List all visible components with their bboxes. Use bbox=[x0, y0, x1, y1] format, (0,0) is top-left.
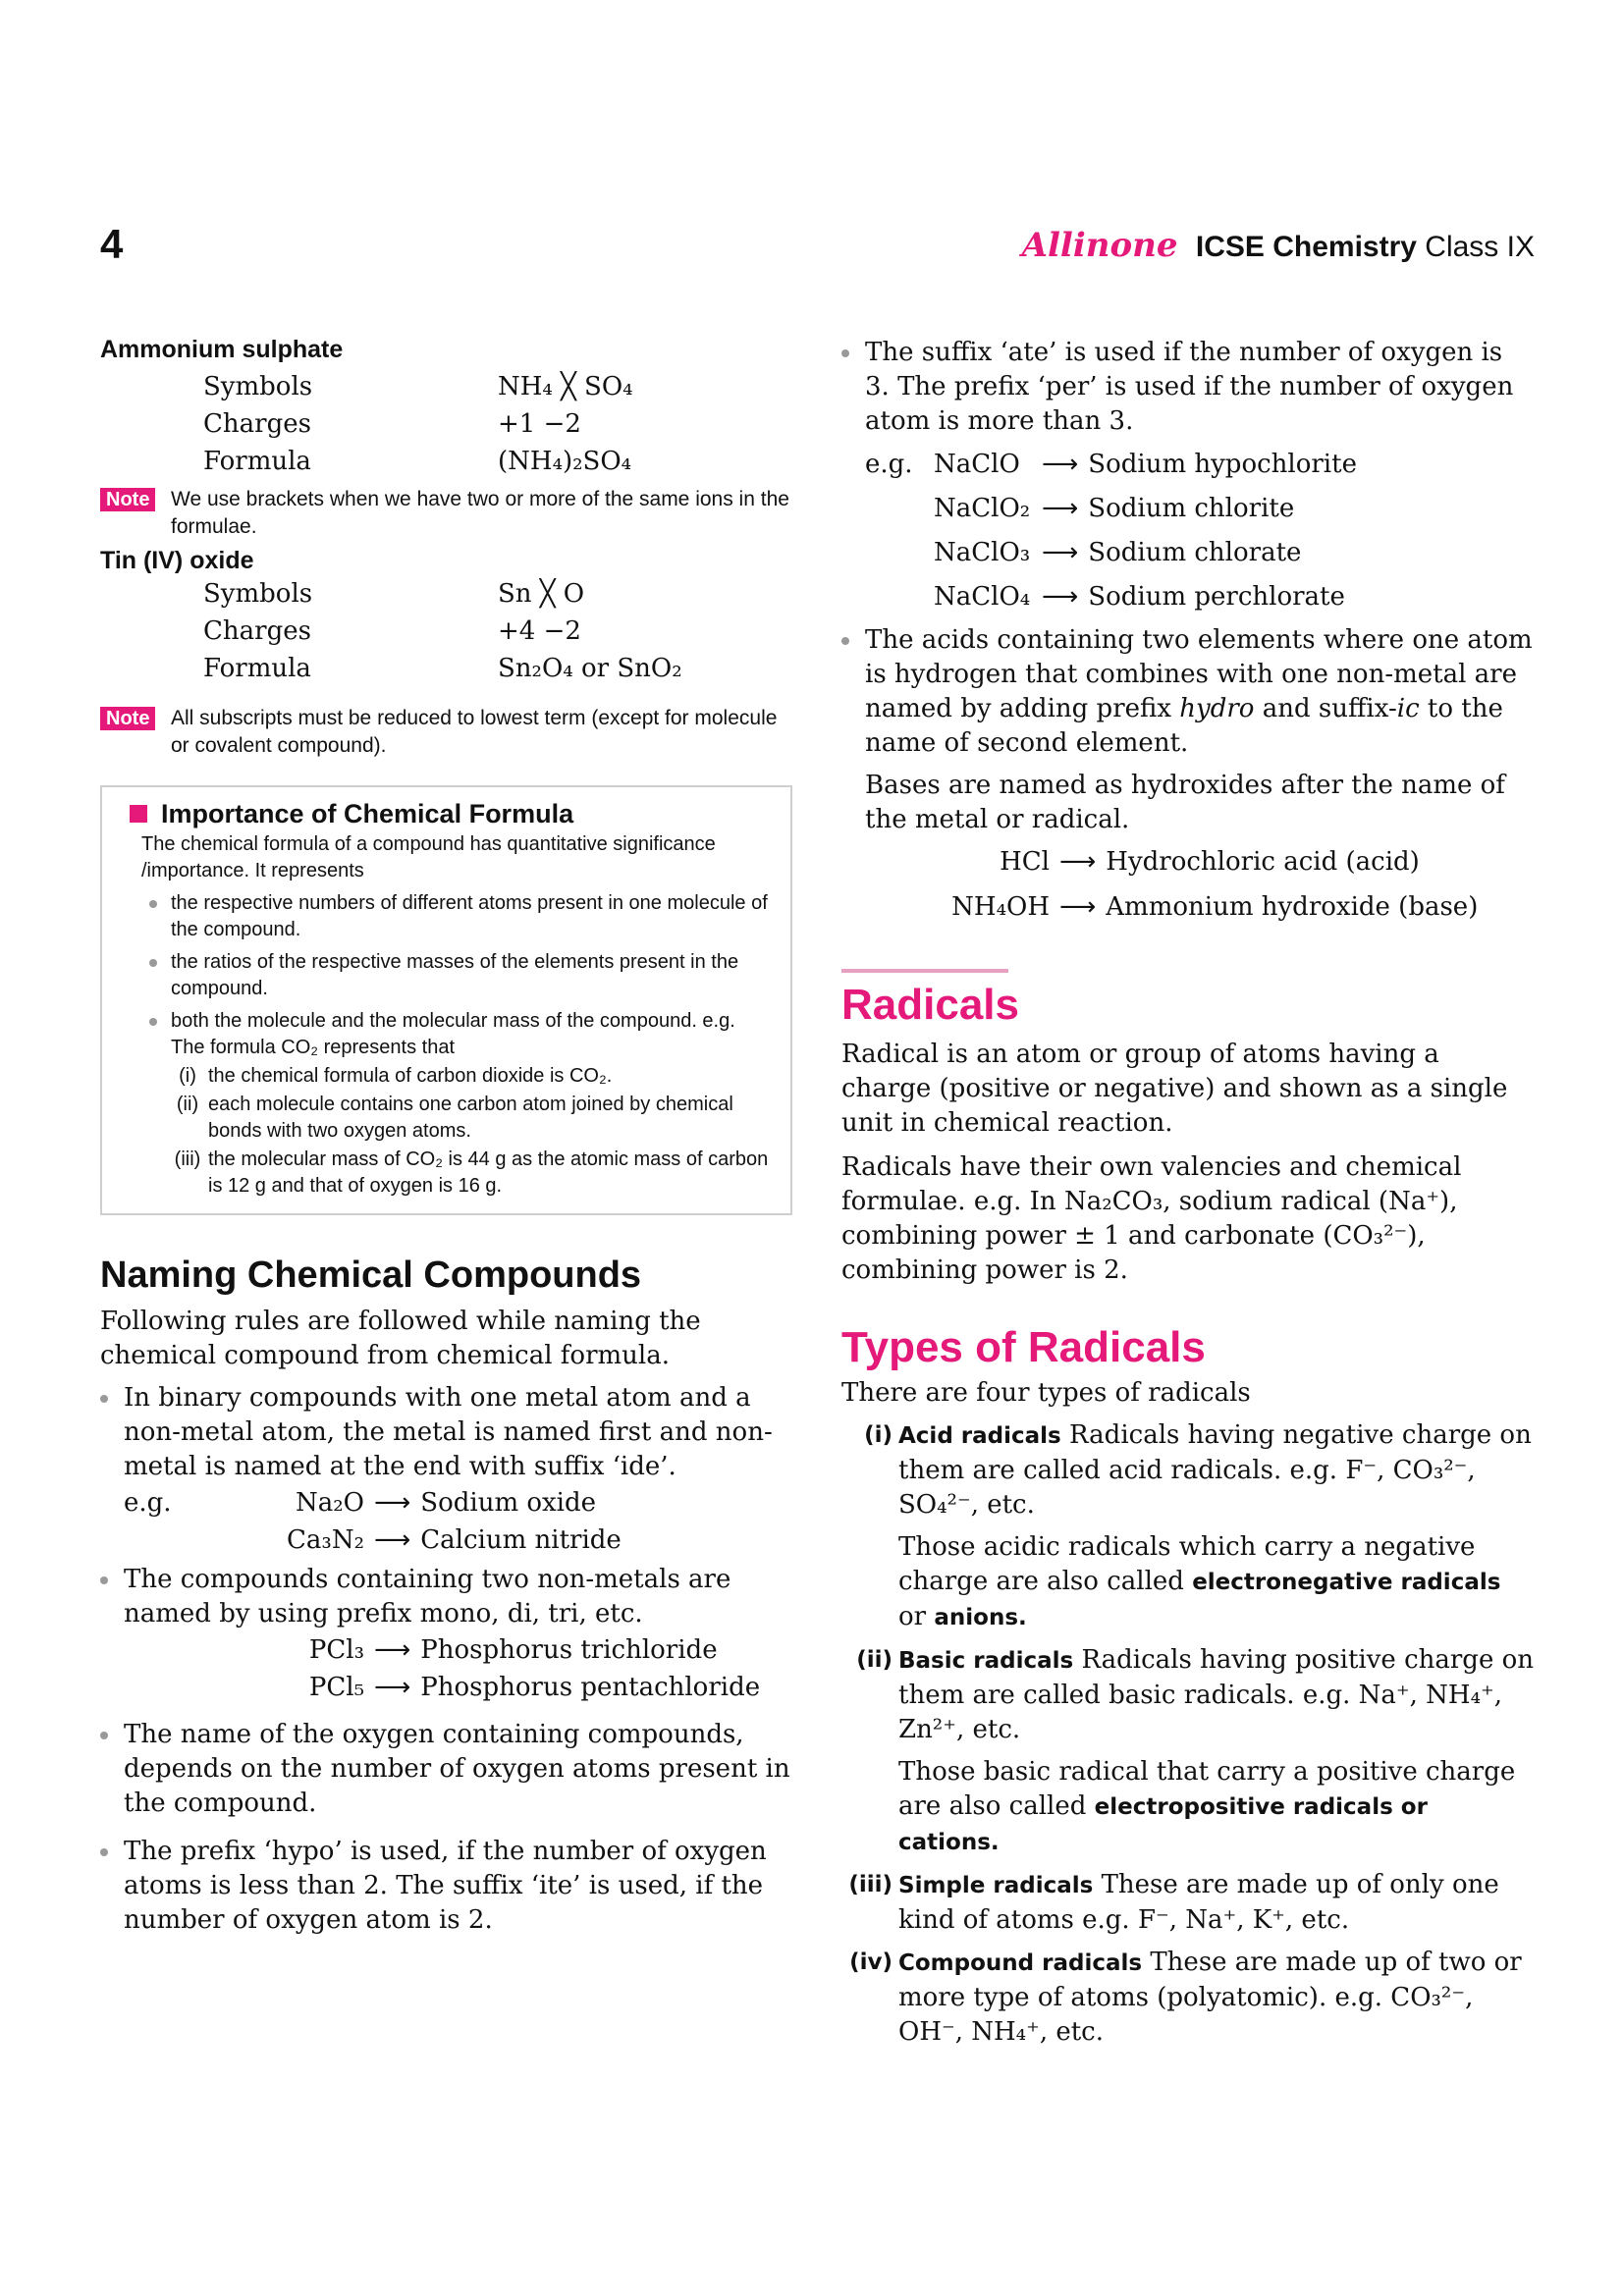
radical-type-item bbox=[841, 1868, 1534, 1938]
example-row bbox=[865, 443, 1534, 487]
radical-type-item bbox=[841, 1643, 1534, 1860]
formula: NaClO₃ bbox=[934, 538, 1031, 567]
box-title-text: Importance of Chemical Formula bbox=[161, 799, 574, 828]
title-rest: Class IX bbox=[1425, 231, 1535, 263]
row-label: Symbols bbox=[203, 372, 313, 401]
example-block bbox=[100, 1484, 792, 1559]
eg-label: e.g. bbox=[865, 450, 913, 479]
naming-bullet bbox=[841, 623, 1534, 761]
radical-type-item bbox=[841, 1946, 1534, 2050]
tin-row bbox=[100, 650, 792, 687]
radicals-heading: Radicals bbox=[841, 981, 1019, 1029]
row-value: Sn ╳ O bbox=[498, 579, 585, 609]
types-intro: There are four types of radicals bbox=[841, 1378, 1251, 1408]
row-label: Formula bbox=[203, 654, 311, 683]
text-part: to the name of second element. bbox=[865, 694, 1503, 758]
item-text: Radicals having negative charge on them are called acid radicals. e.g. F⁻, CO₃²⁻, SO₄²⁻, etc. bbox=[898, 1420, 1532, 1520]
arrow-icon: ⟶ bbox=[374, 1635, 411, 1665]
example-block bbox=[100, 1631, 792, 1706]
box-bullet: the respective numbers of different atoms present in one molecule of the compound. bbox=[141, 890, 769, 943]
compound-name: Phosphorus pentachloride bbox=[420, 1673, 761, 1702]
naming-intro: Following rules are followed while naming the chemical compound from chemical formula. bbox=[100, 1307, 701, 1370]
text-part: Those basic radical that carry a positive charge are also called bbox=[898, 1757, 1516, 1821]
row-value: NH₄ ╳ SO₄ bbox=[498, 372, 633, 401]
row-value: (NH₄)₂SO₄ bbox=[498, 447, 632, 476]
row-label: Charges bbox=[203, 616, 311, 646]
note-tag: Note bbox=[100, 707, 155, 730]
row-label: Formula bbox=[203, 447, 311, 476]
item-number: (iii) bbox=[848, 1872, 893, 1897]
note-tag: Note bbox=[100, 488, 155, 511]
compound-name: Calcium nitride bbox=[420, 1525, 622, 1555]
formula: Na₂O bbox=[296, 1488, 364, 1518]
compound-name: Ammonium hydroxide (base) bbox=[1106, 892, 1479, 922]
item-number: (iv) bbox=[849, 1949, 893, 1975]
bold-part: electropositive radicals or cations. bbox=[898, 1794, 1428, 1855]
box-bullet: both the molecule and the molecular mass of the compound. e.g. The formula CO₂ represents that bbox=[141, 1008, 769, 1061]
radical-type-item bbox=[841, 1418, 1534, 1635]
tin-heading: Tin (IV) oxide bbox=[100, 547, 254, 574]
square-bullet-icon bbox=[130, 805, 147, 823]
item-text: These are made up of only one kind of atoms e.g. F⁻, Na⁺, K⁺, etc. bbox=[898, 1870, 1499, 1935]
naming-bullet: In binary compounds with one metal atom and a non-metal atom, the metal is named first and non-metal is named at the end with suffix ‘ide’. bbox=[100, 1381, 792, 1484]
compound-name: Phosphorus trichloride bbox=[420, 1635, 718, 1665]
row-label: Charges bbox=[203, 409, 311, 439]
box-title bbox=[130, 801, 769, 828]
formula: NaClO₂ bbox=[934, 494, 1031, 523]
compound-name: Hydrochloric acid (acid) bbox=[1106, 847, 1420, 877]
item-bold: Acid radicals bbox=[898, 1423, 1061, 1449]
radicals-p2: Radicals have their own valencies and chemical formulae. e.g. In Na₂CO₃, sodium radical (Na⁺), combining power ± 1 and carbonate (CO₃²⁻), combining power is 2. bbox=[841, 1152, 1462, 1285]
italic-ic: ic bbox=[1396, 694, 1420, 723]
example-row bbox=[865, 531, 1534, 575]
ammonium-row bbox=[100, 368, 792, 405]
note-text: We use brackets when we have two or more of the same ions in the formulae. bbox=[171, 488, 789, 538]
sub-text: each molecule contains one carbon atom joined by chemical bonds with two oxygen atoms. bbox=[208, 1094, 733, 1142]
example-row bbox=[841, 839, 1534, 884]
formula: NaClO bbox=[934, 450, 1020, 479]
item-number: (ii) bbox=[856, 1647, 893, 1673]
right-column bbox=[841, 336, 1534, 2050]
arrow-icon: ⟶ bbox=[1059, 892, 1097, 922]
naming-bullet: The suffix ‘ate’ is used if the number of oxygen is 3. The prefix ‘per’ is used if the number of oxygen atom is more than 3. bbox=[841, 336, 1534, 439]
example-row bbox=[124, 1484, 792, 1522]
compound-name: Sodium oxide bbox=[420, 1488, 597, 1518]
example-row bbox=[865, 575, 1534, 619]
bold-part: anions. bbox=[934, 1605, 1027, 1630]
sub-number: (i) bbox=[179, 1065, 196, 1087]
ammonium-table bbox=[100, 368, 792, 480]
row-label: Symbols bbox=[203, 579, 313, 609]
note-text: All subscripts must be reduced to lowest term (except for molecule or covalent compound). bbox=[171, 707, 778, 757]
eg-label: e.g. bbox=[124, 1488, 172, 1518]
compound-name: Sodium chlorate bbox=[1088, 538, 1302, 567]
sub-number: (iii) bbox=[174, 1148, 201, 1170]
text-part: Those acidic radicals which carry a negative charge are also called bbox=[898, 1532, 1476, 1596]
ammonium-heading: Ammonium sulphate bbox=[100, 336, 344, 363]
ammonium-row bbox=[100, 443, 792, 480]
example-row bbox=[865, 487, 1534, 531]
radicals-p1: Radical is an atom or group of atoms having a charge (positive or negative) and shown as a single unit in chemical reaction. bbox=[841, 1040, 1508, 1138]
tin-row bbox=[100, 575, 792, 613]
example-row bbox=[124, 1631, 792, 1669]
arrow-icon: ⟶ bbox=[1042, 582, 1079, 612]
left-column bbox=[100, 336, 792, 1938]
brand-logo: Allinone bbox=[1021, 226, 1178, 265]
ammonium-row bbox=[100, 405, 792, 443]
arrow-icon: ⟶ bbox=[1042, 538, 1079, 567]
arrow-icon: ⟶ bbox=[374, 1525, 411, 1555]
example-row bbox=[124, 1669, 792, 1706]
formula: NH₄OH bbox=[951, 892, 1050, 922]
page-number: 4 bbox=[100, 221, 124, 267]
compound-name: Sodium chlorite bbox=[1088, 494, 1295, 523]
text-part: and suffix- bbox=[1254, 694, 1397, 723]
note-brackets bbox=[100, 486, 792, 541]
bases-text: Bases are named as hydroxides after the name of the metal or radical. bbox=[865, 771, 1505, 834]
title-bold: ICSE Chemistry bbox=[1195, 231, 1417, 263]
arrow-icon: ⟶ bbox=[374, 1488, 411, 1518]
tin-row bbox=[100, 613, 792, 650]
italic-hydro: hydro bbox=[1179, 694, 1255, 723]
sub-text: the chemical formula of carbon dioxide is CO₂. bbox=[208, 1065, 613, 1087]
item-number: (i) bbox=[864, 1422, 893, 1448]
item-text: Radicals having positive charge on them are called basic radicals. e.g. Na⁺, NH₄⁺, Zn²⁺, etc. bbox=[898, 1645, 1534, 1744]
book-title bbox=[1022, 226, 1535, 265]
text-part: The acids containing two elements where one atom is hydrogen that combines with one non-metal are named by adding prefix bbox=[865, 625, 1533, 723]
tin-table bbox=[100, 575, 792, 687]
note-subscripts bbox=[100, 705, 792, 760]
naming-bullet: The prefix ‘hypo’ is used, if the number of oxygen atoms is less than 2. The suffix ‘ite’ is used, if the number of oxygen atom is 2. bbox=[100, 1835, 792, 1938]
naming-bullet: The name of the oxygen containing compounds, depends on the number of oxygen atoms present in the compound. bbox=[100, 1718, 792, 1821]
row-value: +1 −2 bbox=[498, 409, 581, 439]
item-text: These are made up of two or more type of atoms (polyatomic). e.g. CO₃²⁻, OH⁻, NH₄⁺, etc. bbox=[898, 1948, 1522, 2047]
sub-text: the molecular mass of CO₂ is 44 g as the atomic mass of carbon is 12 g and that of oxygen is 16 g. bbox=[208, 1148, 769, 1197]
naming-heading: Naming Chemical Compounds bbox=[100, 1255, 642, 1296]
item-bold: Simple radicals bbox=[898, 1873, 1094, 1898]
bold-part: electronegative radicals bbox=[1192, 1570, 1501, 1595]
box-subs bbox=[141, 1063, 769, 1200]
box-sub-item bbox=[171, 1147, 769, 1200]
formula: PCl₅ bbox=[308, 1673, 364, 1702]
sub-number: (ii) bbox=[176, 1094, 199, 1115]
arrow-icon: ⟶ bbox=[1042, 494, 1079, 523]
item-bold: Basic radicals bbox=[898, 1648, 1074, 1674]
formula: Ca₃N₂ bbox=[287, 1525, 364, 1555]
arrow-icon: ⟶ bbox=[1042, 450, 1079, 479]
box-intro: The chemical formula of a compound has quantitative significance /importance. It represents bbox=[141, 833, 716, 881]
formula: PCl₃ bbox=[308, 1635, 364, 1665]
item-extra bbox=[898, 1755, 1534, 1860]
compound-name: Sodium hypochlorite bbox=[1088, 450, 1357, 479]
section-rule bbox=[841, 969, 1008, 973]
arrow-icon: ⟶ bbox=[374, 1673, 411, 1702]
formula: NaClO₄ bbox=[934, 582, 1031, 612]
item-extra bbox=[898, 1530, 1534, 1635]
text-part: or bbox=[898, 1602, 935, 1631]
compound-name: Sodium perchlorate bbox=[1088, 582, 1345, 612]
box-sub-item bbox=[171, 1063, 769, 1090]
importance-box bbox=[100, 785, 792, 1215]
types-heading: Types of Radicals bbox=[841, 1323, 1206, 1371]
box-bullet: the ratios of the respective masses of the elements present in the compound. bbox=[141, 949, 769, 1002]
naming-bullet: The compounds containing two non-metals are named by using prefix mono, di, tri, etc. bbox=[100, 1563, 792, 1631]
row-value: Sn₂O₄ or SnO₂ bbox=[498, 654, 682, 683]
formula: HCl bbox=[1000, 847, 1050, 877]
arrow-icon: ⟶ bbox=[1059, 847, 1097, 877]
item-bold: Compound radicals bbox=[898, 1950, 1143, 1976]
example-block bbox=[841, 443, 1534, 619]
box-sub-item bbox=[171, 1092, 769, 1145]
row-value: +4 −2 bbox=[498, 616, 581, 646]
example-row bbox=[124, 1522, 792, 1559]
example-block bbox=[841, 839, 1534, 930]
example-row bbox=[841, 884, 1534, 930]
